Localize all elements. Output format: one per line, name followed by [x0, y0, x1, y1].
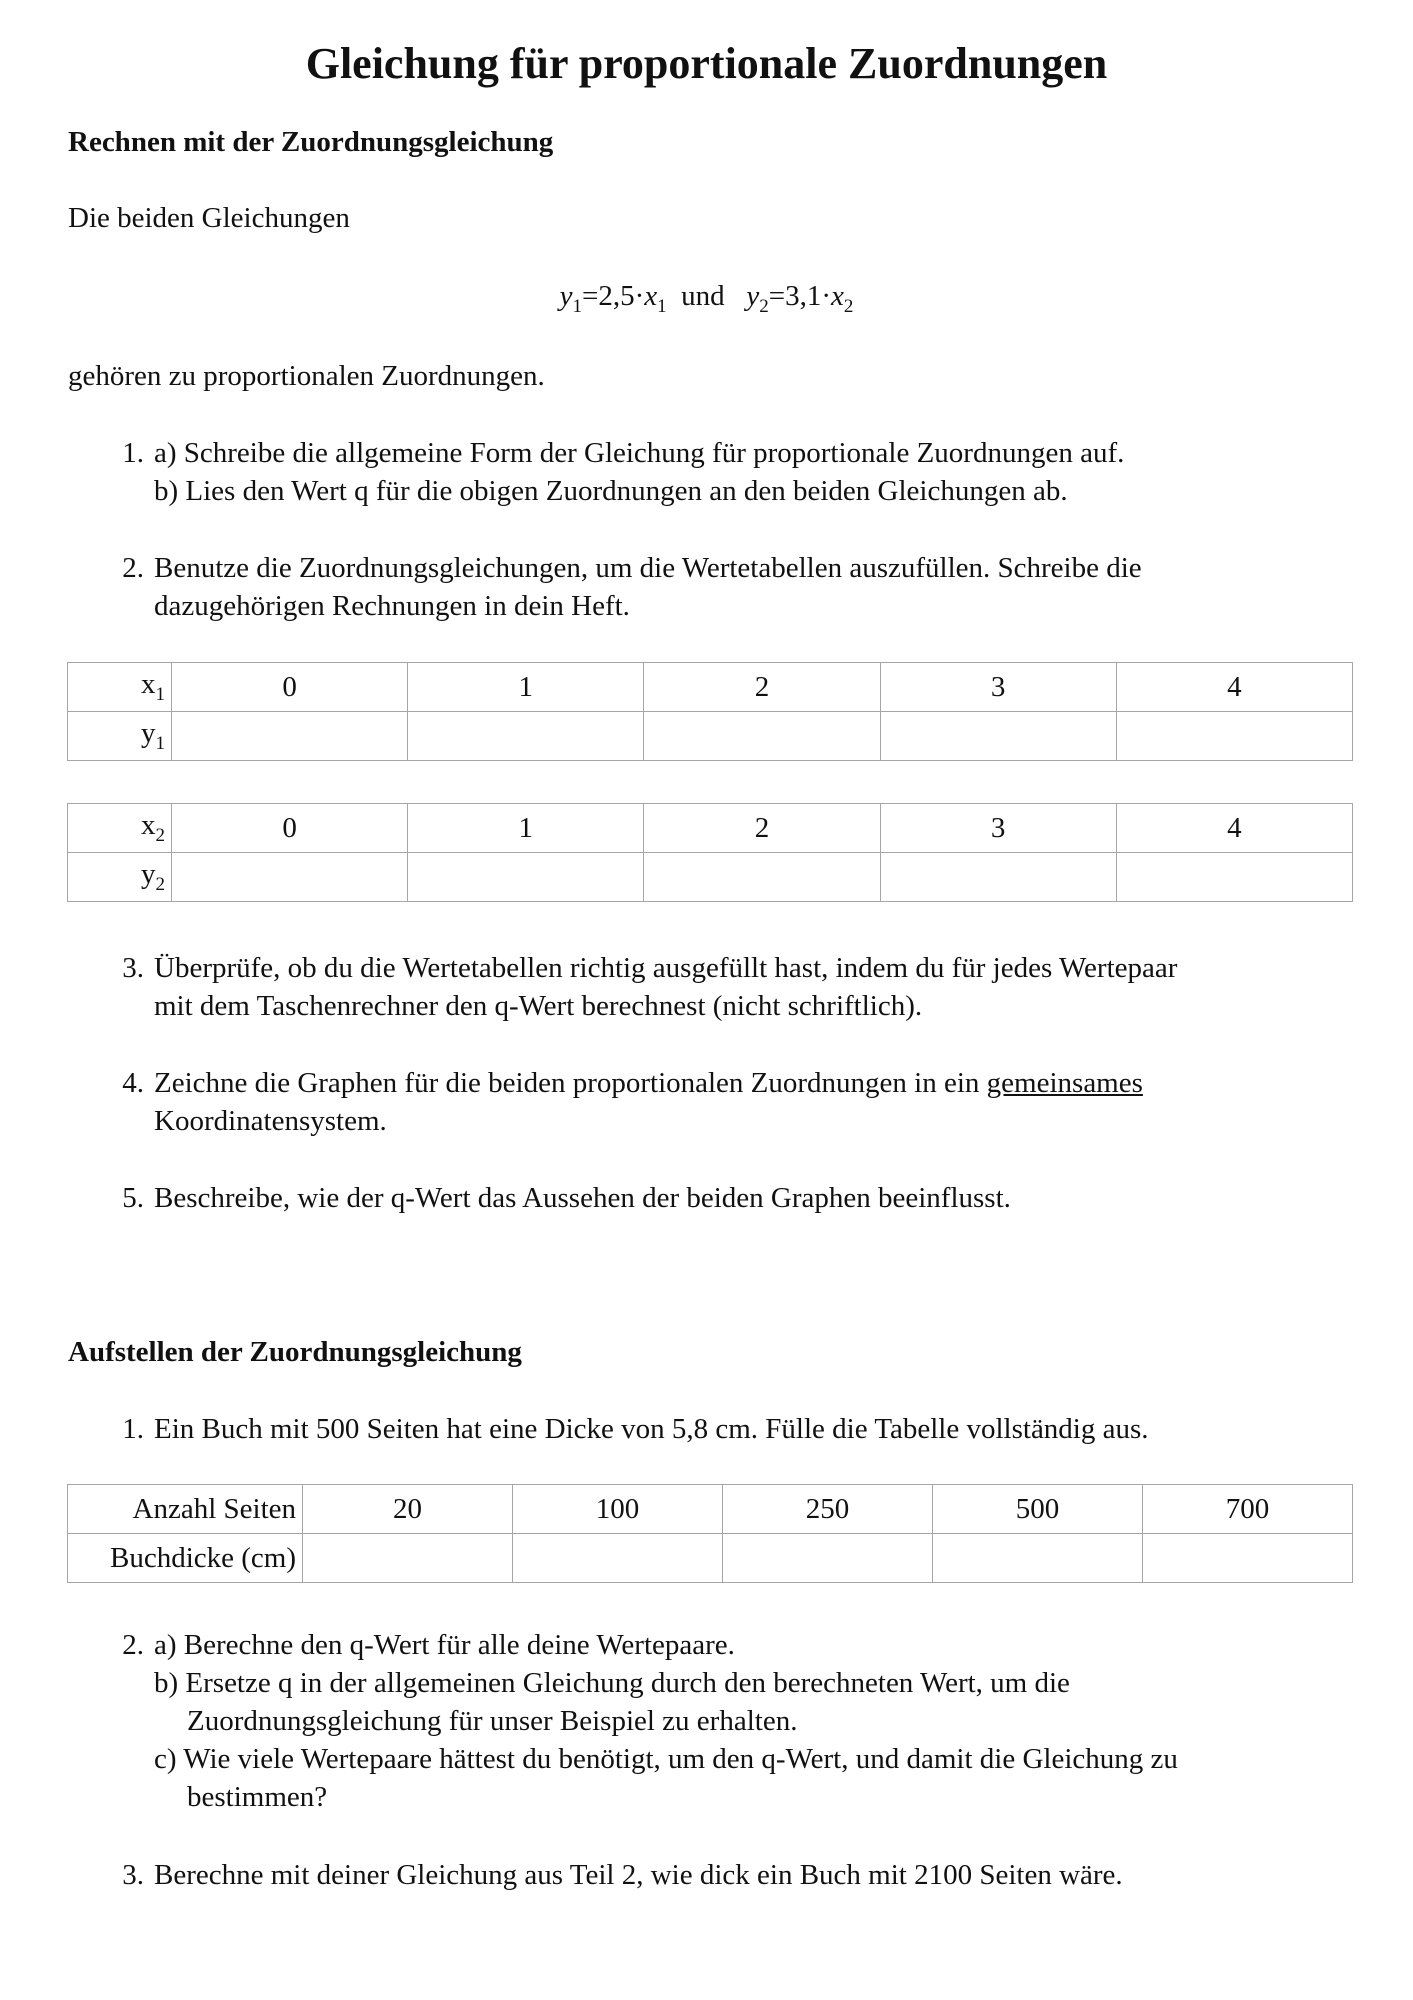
table-cell: 2	[644, 804, 880, 853]
answer-cell[interactable]	[1116, 853, 1352, 902]
table-cell: 2	[644, 663, 880, 712]
eq2-lhs-var: y	[746, 280, 760, 312]
eq1-lhs-sub: 1	[572, 295, 582, 317]
task-number: 3.	[122, 952, 144, 984]
task-s2-2-c1: c) Wie viele Wertepaare hättest du benötigt, um den q-Wert, und damit die Gleichung zu	[154, 1743, 1178, 1775]
table-cell: 0	[172, 804, 408, 853]
book-table	[67, 1484, 1353, 1583]
table-row	[68, 804, 1353, 853]
value-table-1	[67, 662, 1353, 761]
table-row	[68, 1485, 1353, 1534]
answer-cell[interactable]	[513, 1534, 723, 1583]
task-1-text	[154, 434, 1344, 510]
answer-cell[interactable]	[408, 712, 644, 761]
row-label-x1: $x_1$	[68, 663, 172, 712]
task-s2-3-text: Berechne mit deiner Gleichung aus Teil 2, wie dick ein Buch mit 2100 Seiten wäre.	[154, 1859, 1123, 1891]
eq2-lhs-sub: 2	[759, 295, 769, 317]
eq1-rhs-sub: 1	[657, 295, 667, 317]
table-cell: 4	[1116, 663, 1352, 712]
table-cell: 3	[880, 663, 1116, 712]
value-table-2	[67, 803, 1353, 902]
task-3-line-2: mit dem Taschenrechner den q-Wert berechnest (nicht schriftlich).	[154, 990, 923, 1022]
task-2-text	[154, 549, 1344, 625]
table-row	[68, 853, 1353, 902]
task-2-line-2: dazugehörigen Rechnungen in dein Heft.	[154, 590, 630, 622]
task-s2-2-a: a) Berechne den q-Wert für alle deine Wertepaare.	[154, 1629, 735, 1661]
task-2-line-1: Benutze die Zuordnungsgleichungen, um die Wertetabellen auszufüllen. Schreibe die	[154, 552, 1142, 584]
row-label-thickness: Buchdicke (cm)	[68, 1534, 303, 1583]
table-cell: 20	[303, 1485, 513, 1534]
answer-cell[interactable]	[880, 712, 1116, 761]
task-3-text	[154, 949, 1344, 1025]
task-4-line-2: Koordinatensystem.	[154, 1105, 387, 1137]
task-1-line-b: b) Lies den Wert q für die obigen Zuordnungen an den beiden Gleichungen ab.	[154, 475, 1068, 507]
task-number: 1.	[122, 1413, 144, 1445]
eq2-rhs-var: x	[831, 280, 844, 312]
table-row	[68, 712, 1353, 761]
table-cell: 1	[408, 804, 644, 853]
answer-cell[interactable]	[1116, 712, 1352, 761]
task-4-line-1: Zeichne die Graphen für die beiden proportionalen Zuordnungen in ein gemeinsames	[154, 1067, 1143, 1099]
equations	[0, 276, 1413, 327]
intro-text: Die beiden Gleichungen	[68, 202, 350, 234]
task-number: 5.	[122, 1182, 144, 1214]
page-title: Gleichung für proportionale Zuordnungen	[305, 39, 1108, 88]
task-number: 1.	[122, 437, 144, 469]
row-label-pages: Anzahl Seiten	[68, 1485, 303, 1534]
section-heading-aufstellen: Aufstellen der Zuordnungsgleichung	[68, 1336, 522, 1368]
answer-cell[interactable]	[1143, 1534, 1353, 1583]
answer-cell[interactable]	[644, 853, 880, 902]
answer-cell[interactable]	[644, 712, 880, 761]
task-5-text: Beschreibe, wie der q-Wert das Aussehen der beiden Graphen beeinflusst.	[154, 1182, 1011, 1214]
task-number: 2.	[122, 552, 144, 584]
task-4-text	[154, 1064, 1344, 1140]
task-s2-1-text: Ein Buch mit 500 Seiten hat eine Dicke von 5,8 cm. Fülle die Tabelle vollständig aus.	[154, 1413, 1149, 1445]
task-1-line-a: a) Schreibe die allgemeine Form der Gleichung für proportionale Zuordnungen auf.	[154, 437, 1125, 469]
task-number: 3.	[122, 1859, 144, 1891]
answer-cell[interactable]	[723, 1534, 933, 1583]
row-label-y2: $y_2$	[68, 853, 172, 902]
table-row	[68, 1534, 1353, 1583]
task-s2-2-c2: bestimmen?	[187, 1781, 328, 1813]
table-cell: 0	[172, 663, 408, 712]
row-label-y1: $y_1$	[68, 712, 172, 761]
task-s2-2-b1: b) Ersetze q in der allgemeinen Gleichung durch den berechneten Wert, um die	[154, 1667, 1070, 1699]
equation-connector: und	[681, 280, 725, 312]
outro-text: gehören zu proportionalen Zuordnungen.	[68, 360, 545, 392]
task-3-line-1: Überprüfe, ob du die Wertetabellen richtig ausgefüllt hast, indem du für jedes Wertepaar	[154, 952, 1178, 984]
eq1-rhs-var: x	[644, 280, 658, 312]
row-label-x2: $x_2$	[68, 804, 172, 853]
table-cell: 500	[933, 1485, 1143, 1534]
table-cell: 1	[408, 663, 644, 712]
eq1-rhs: =2,5·	[581, 280, 645, 312]
answer-cell[interactable]	[408, 853, 644, 902]
table-cell: 250	[723, 1485, 933, 1534]
answer-cell[interactable]	[172, 712, 408, 761]
answer-cell[interactable]	[933, 1534, 1143, 1583]
answer-cell[interactable]	[880, 853, 1116, 902]
table-cell: 100	[513, 1485, 723, 1534]
eq1-lhs-var: y	[559, 280, 573, 312]
section-heading-rechnen: Rechnen mit der Zuordnungsgleichung	[68, 126, 554, 158]
table-row	[68, 663, 1353, 712]
task-s2-2-b2: Zuordnungsgleichung für unser Beispiel zu erhalten.	[187, 1705, 798, 1737]
answer-cell[interactable]	[303, 1534, 513, 1583]
answer-cell[interactable]	[172, 853, 408, 902]
underlined-word: gemeinsames	[986, 1067, 1143, 1099]
table-cell: 3	[880, 804, 1116, 853]
task-number: 4.	[122, 1067, 144, 1099]
eq2-rhs-sub: 2	[843, 295, 854, 317]
table-cell: 700	[1143, 1485, 1353, 1534]
task-s2-2-text	[154, 1626, 1344, 1816]
table-cell: 4	[1116, 804, 1352, 853]
eq2-rhs: =3,1·	[768, 280, 832, 312]
task-number: 2.	[122, 1629, 144, 1661]
